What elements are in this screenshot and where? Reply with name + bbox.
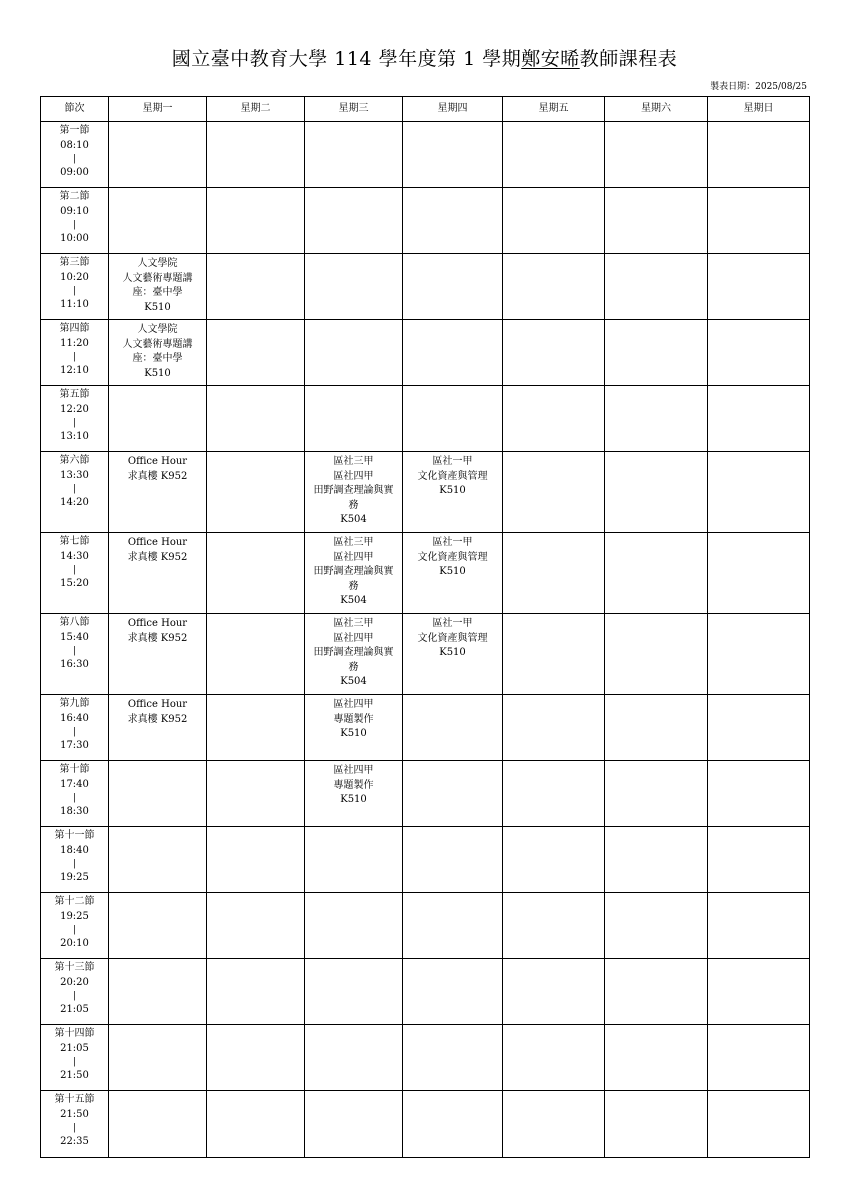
empty-cell — [207, 320, 305, 386]
empty-cell — [403, 254, 503, 320]
course-line: 區社一甲 — [432, 456, 473, 467]
empty-cell — [207, 761, 305, 827]
empty-cell — [305, 320, 403, 386]
course-line: 求真樓 K952 — [127, 470, 188, 482]
empty-cell — [605, 959, 708, 1025]
course-line: K504 — [340, 514, 367, 525]
period-row — [41, 893, 810, 959]
period-start: 13:30 — [60, 469, 89, 481]
empty-cell — [708, 761, 810, 827]
period-cell — [41, 320, 109, 386]
period-name: 第二節 — [59, 191, 90, 202]
period-start: 08:10 — [60, 139, 89, 151]
period-end: 09:00 — [60, 167, 89, 178]
course-line: K510 — [340, 794, 367, 805]
course-cell — [109, 452, 207, 533]
period-row — [41, 452, 810, 533]
period-separator: | — [72, 418, 77, 428]
empty-cell — [403, 320, 503, 386]
period-row — [41, 695, 810, 761]
empty-cell — [605, 695, 708, 761]
day-header-thu: 星期四 — [403, 97, 503, 122]
period-separator: | — [72, 484, 77, 494]
empty-cell — [403, 827, 503, 893]
course-line: 務 — [348, 661, 359, 673]
day-header-fri: 星期五 — [503, 97, 605, 122]
course-line: 人文藝術專題講 — [122, 272, 193, 284]
course-cell — [109, 533, 207, 614]
empty-cell — [109, 1091, 207, 1158]
period-start: 19:25 — [60, 910, 89, 922]
course-line: 求真樓 K952 — [127, 551, 188, 563]
period-start: 09:10 — [60, 205, 89, 217]
day-header-sun: 星期日 — [708, 97, 810, 122]
empty-cell — [503, 827, 605, 893]
empty-cell — [207, 893, 305, 959]
course-line: 田野調查理論與實 — [313, 485, 394, 496]
period-name: 第五節 — [59, 389, 90, 400]
course-line: 區社一甲 — [432, 537, 473, 548]
empty-cell — [605, 893, 708, 959]
period-row — [41, 1025, 810, 1091]
empty-cell — [605, 1025, 708, 1091]
title-prefix: 國立臺中教育大學 114 學年度第 1 學期 — [171, 48, 522, 70]
period-start: 21:05 — [60, 1042, 89, 1054]
empty-cell — [305, 1091, 403, 1158]
empty-cell — [207, 614, 305, 695]
empty-cell — [503, 188, 605, 254]
period-start: 15:40 — [60, 631, 89, 643]
empty-cell — [403, 188, 503, 254]
period-start: 16:40 — [60, 712, 89, 724]
course-line: 人文藝術專題講 — [122, 338, 193, 350]
period-end: 16:30 — [60, 659, 89, 670]
period-start: 11:20 — [60, 337, 89, 349]
empty-cell — [605, 320, 708, 386]
period-cell — [41, 386, 109, 452]
period-name: 第九節 — [59, 698, 90, 709]
timetable — [40, 96, 810, 1158]
period-name: 第八節 — [59, 617, 90, 628]
course-cell — [305, 533, 403, 614]
empty-cell — [605, 1091, 708, 1158]
empty-cell — [109, 386, 207, 452]
empty-cell — [708, 254, 810, 320]
empty-cell — [708, 452, 810, 533]
period-cell — [41, 959, 109, 1025]
course-cell — [403, 614, 503, 695]
empty-cell — [605, 386, 708, 452]
course-line: Office Hour — [127, 699, 188, 710]
empty-cell — [109, 188, 207, 254]
course-line: K510 — [144, 301, 171, 313]
empty-cell — [605, 827, 708, 893]
empty-cell — [503, 386, 605, 452]
period-start: 14:30 — [60, 550, 89, 562]
period-row — [41, 761, 810, 827]
course-line: 務 — [348, 499, 359, 511]
period-row — [41, 1091, 810, 1158]
course-cell — [109, 695, 207, 761]
header-row — [41, 97, 810, 122]
period-separator: | — [72, 565, 77, 575]
course-line: 田野調查理論與實 — [313, 647, 394, 658]
period-row — [41, 386, 810, 452]
course-line: 區社一甲 — [432, 618, 473, 629]
course-line: 區社三甲 — [333, 618, 374, 629]
empty-cell — [403, 695, 503, 761]
period-cell — [41, 533, 109, 614]
period-start: 18:40 — [60, 844, 89, 856]
empty-cell — [207, 959, 305, 1025]
period-cell — [41, 827, 109, 893]
empty-cell — [403, 959, 503, 1025]
period-cell — [41, 893, 109, 959]
empty-cell — [109, 959, 207, 1025]
period-row — [41, 122, 810, 188]
period-row — [41, 959, 810, 1025]
period-cell — [41, 1091, 109, 1158]
empty-cell — [503, 959, 605, 1025]
period-name: 第三節 — [59, 257, 90, 268]
period-separator: | — [72, 154, 77, 164]
course-line: K504 — [340, 595, 367, 606]
course-cell — [305, 452, 403, 533]
period-end: 19:25 — [60, 872, 89, 883]
page-title — [0, 44, 849, 71]
empty-cell — [605, 761, 708, 827]
empty-cell — [503, 1091, 605, 1158]
period-start: 20:20 — [60, 976, 89, 988]
course-line: 區社四甲 — [333, 470, 374, 482]
empty-cell — [207, 1091, 305, 1158]
course-line: 人文學院 — [137, 258, 178, 269]
empty-cell — [207, 254, 305, 320]
course-line: K504 — [340, 676, 367, 687]
empty-cell — [708, 695, 810, 761]
day-header-wed: 星期三 — [305, 97, 403, 122]
course-line: Office Hour — [127, 618, 188, 629]
course-line: 求真樓 K952 — [127, 632, 188, 644]
period-cell — [41, 188, 109, 254]
course-line: 座：臺中學 — [132, 287, 183, 298]
empty-cell — [503, 320, 605, 386]
course-line: 區社三甲 — [333, 456, 374, 467]
course-line: K510 — [439, 647, 466, 658]
period-cell — [41, 695, 109, 761]
empty-cell — [708, 188, 810, 254]
empty-cell — [403, 893, 503, 959]
period-name: 第十四節 — [54, 1028, 95, 1039]
period-cell — [41, 614, 109, 695]
empty-cell — [605, 254, 708, 320]
course-line: 區社四甲 — [333, 765, 374, 776]
course-line: Office Hour — [127, 537, 188, 548]
period-name: 第六節 — [59, 455, 90, 466]
course-line: 務 — [348, 580, 359, 592]
course-line: K510 — [439, 566, 466, 577]
period-row — [41, 614, 810, 695]
course-line: 人文學院 — [137, 324, 178, 335]
empty-cell — [403, 1025, 503, 1091]
period-separator: | — [72, 646, 77, 656]
empty-cell — [207, 827, 305, 893]
empty-cell — [207, 122, 305, 188]
period-row — [41, 320, 810, 386]
period-end: 20:10 — [60, 938, 89, 949]
period-name: 第十節 — [59, 764, 90, 775]
period-separator: | — [72, 925, 77, 935]
day-header-tue: 星期二 — [207, 97, 305, 122]
empty-cell — [503, 533, 605, 614]
course-line: 文化資產與管理 — [417, 470, 488, 482]
course-cell — [109, 254, 207, 320]
course-line: 文化資產與管理 — [417, 551, 488, 563]
empty-cell — [305, 827, 403, 893]
period-start: 17:40 — [60, 778, 89, 790]
period-separator: | — [72, 1057, 77, 1067]
empty-cell — [109, 827, 207, 893]
period-name: 第十三節 — [54, 962, 95, 973]
empty-cell — [305, 254, 403, 320]
period-end: 14:20 — [60, 497, 89, 508]
empty-cell — [708, 1091, 810, 1158]
empty-cell — [605, 188, 708, 254]
period-start: 21:50 — [60, 1108, 89, 1120]
empty-cell — [403, 761, 503, 827]
period-separator: | — [72, 991, 77, 1001]
empty-cell — [109, 122, 207, 188]
empty-cell — [708, 893, 810, 959]
empty-cell — [305, 122, 403, 188]
period-name: 第七節 — [59, 536, 90, 547]
course-cell — [109, 320, 207, 386]
empty-cell — [305, 959, 403, 1025]
course-line: 專題製作 — [333, 713, 374, 725]
course-line: 區社四甲 — [333, 699, 374, 710]
period-separator: | — [72, 286, 77, 296]
title-suffix: 教師課程表 — [579, 48, 678, 70]
empty-cell — [305, 386, 403, 452]
period-separator: | — [72, 727, 77, 737]
period-end: 22:35 — [60, 1136, 89, 1147]
course-line: 區社四甲 — [333, 632, 374, 644]
course-line: K510 — [439, 485, 466, 496]
empty-cell — [403, 1091, 503, 1158]
course-line: 文化資產與管理 — [417, 632, 488, 644]
empty-cell — [605, 614, 708, 695]
period-cell — [41, 122, 109, 188]
period-name: 第十一節 — [54, 830, 95, 841]
empty-cell — [109, 761, 207, 827]
empty-cell — [708, 386, 810, 452]
course-line: Office Hour — [127, 456, 188, 467]
empty-cell — [109, 1025, 207, 1091]
period-name: 第一節 — [59, 125, 90, 136]
empty-cell — [708, 122, 810, 188]
empty-cell — [503, 893, 605, 959]
empty-cell — [207, 386, 305, 452]
empty-cell — [708, 827, 810, 893]
empty-cell — [207, 452, 305, 533]
empty-cell — [708, 320, 810, 386]
course-line: 座：臺中學 — [132, 353, 183, 364]
period-cell — [41, 254, 109, 320]
period-separator: | — [72, 1123, 77, 1133]
period-start: 12:20 — [60, 403, 89, 415]
empty-cell — [305, 893, 403, 959]
period-separator: | — [72, 793, 77, 803]
empty-cell — [305, 1025, 403, 1091]
teacher-name: 鄭安晞 — [521, 48, 580, 70]
empty-cell — [605, 533, 708, 614]
course-line: K510 — [340, 728, 367, 739]
period-row — [41, 533, 810, 614]
period-end: 13:10 — [60, 431, 89, 442]
period-name: 第四節 — [59, 323, 90, 334]
period-end: 21:05 — [60, 1004, 89, 1015]
period-row — [41, 827, 810, 893]
period-separator: | — [72, 352, 77, 362]
course-cell — [305, 614, 403, 695]
empty-cell — [708, 1025, 810, 1091]
course-line: 求真樓 K952 — [127, 713, 188, 725]
course-line: 區社三甲 — [333, 537, 374, 548]
empty-cell — [207, 533, 305, 614]
day-header-sat: 星期六 — [605, 97, 708, 122]
empty-cell — [503, 1025, 605, 1091]
course-line: 田野調查理論與實 — [313, 566, 394, 577]
period-end: 10:00 — [60, 233, 89, 244]
empty-cell — [503, 614, 605, 695]
period-cell — [41, 761, 109, 827]
corner-header: 節次 — [41, 97, 109, 122]
empty-cell — [503, 452, 605, 533]
empty-cell — [207, 1025, 305, 1091]
course-cell — [305, 695, 403, 761]
empty-cell — [109, 893, 207, 959]
empty-cell — [708, 533, 810, 614]
empty-cell — [708, 959, 810, 1025]
print-date: 製表日期：2025/08/25 — [710, 82, 807, 92]
period-name: 第十二節 — [54, 896, 95, 907]
period-start: 10:20 — [60, 271, 89, 283]
period-end: 18:30 — [60, 806, 89, 817]
course-line: 專題製作 — [333, 779, 374, 791]
period-end: 12:10 — [60, 365, 89, 376]
period-name: 第十五節 — [54, 1094, 95, 1105]
empty-cell — [207, 695, 305, 761]
period-row — [41, 254, 810, 320]
period-end: 11:10 — [60, 299, 89, 310]
course-cell — [403, 533, 503, 614]
course-cell — [403, 452, 503, 533]
period-cell — [41, 1025, 109, 1091]
period-end: 21:50 — [60, 1070, 89, 1081]
empty-cell — [503, 695, 605, 761]
course-line: 區社四甲 — [333, 551, 374, 563]
course-line: K510 — [144, 367, 171, 379]
period-cell — [41, 452, 109, 533]
day-header-mon: 星期一 — [109, 97, 207, 122]
period-separator: | — [72, 859, 77, 869]
course-cell — [109, 614, 207, 695]
empty-cell — [503, 122, 605, 188]
period-separator: | — [72, 220, 77, 230]
period-end: 15:20 — [60, 578, 89, 589]
empty-cell — [207, 188, 305, 254]
empty-cell — [605, 122, 708, 188]
period-row — [41, 188, 810, 254]
empty-cell — [403, 122, 503, 188]
empty-cell — [605, 452, 708, 533]
empty-cell — [503, 761, 605, 827]
empty-cell — [403, 386, 503, 452]
course-cell — [305, 761, 403, 827]
empty-cell — [503, 254, 605, 320]
empty-cell — [305, 188, 403, 254]
period-end: 17:30 — [60, 740, 89, 751]
empty-cell — [708, 614, 810, 695]
